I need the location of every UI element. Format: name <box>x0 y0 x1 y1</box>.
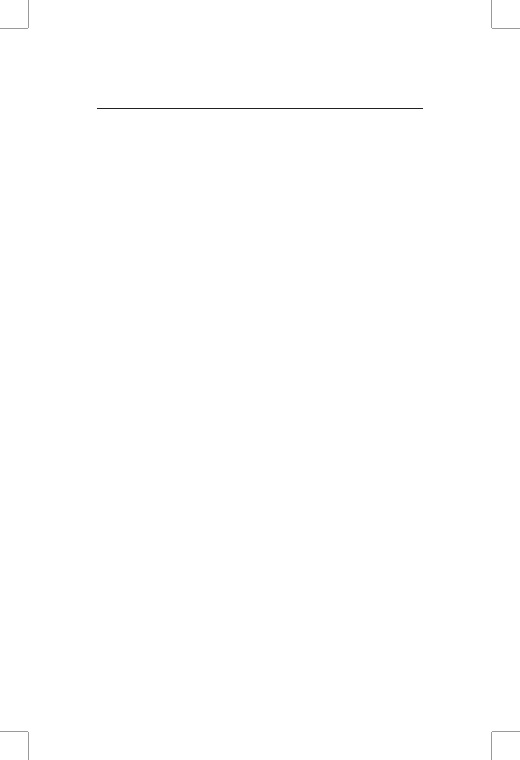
running-header <box>97 82 423 109</box>
table-of-contents <box>97 120 423 125</box>
